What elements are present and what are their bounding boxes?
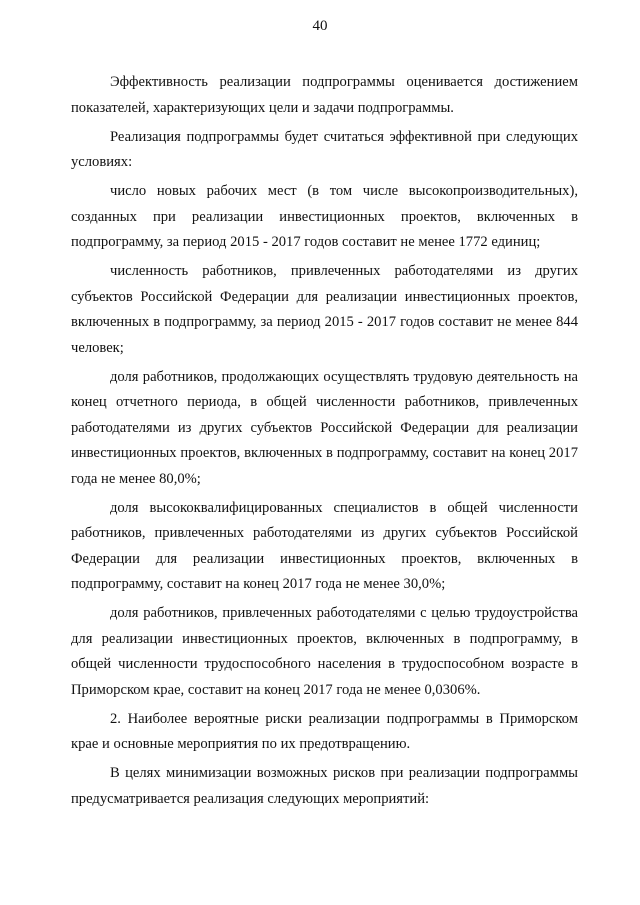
paragraph-workers-count: численность работников, привлеченных работодателями из других субъектов Российской Федерации для реализации инвестиционных проектов, включенных в подпрограмму, за период 2015 - 2017 годов составит не менее 844 человек; bbox=[71, 263, 578, 356]
document-body bbox=[71, 70, 578, 812]
paragraph-conditions-intro: Реализация подпрограммы будет считаться эффективной при следующих условиях: bbox=[71, 128, 578, 170]
paragraph-specialists-share: доля высококвалифицированных специалистов в общей численности работников, привлеченных работодателями из других субъектов Российской Федерации для реализации инвестиционных проектов, включенных в подпрограмму, составит на конец 2017 года не менее 30,0%; bbox=[71, 499, 578, 592]
paragraph-workers-share: доля работников, продолжающих осуществлять трудовую деятельность на конец отчетного периода, в общей численности работников, привлеченных работодателями из других субъектов Российской Федерации для реализации инвестиционных проектов, включенных в подпрограмму, составит на конец 2017 года не менее 80,0%; bbox=[71, 368, 578, 487]
paragraph-risks-heading: 2. Наиболее вероятные риски реализации подпрограммы в Приморском крае и основные мероприятия по их предотвращению. bbox=[71, 710, 578, 752]
paragraph-risk-measures: В целях минимизации возможных рисков при реализации подпрограммы предусматривается реализация следующих мероприятий: bbox=[71, 765, 578, 807]
paragraph-new-jobs: число новых рабочих мест (в том числе высокопроизводительных), созданных при реализации инвестиционных проектов, включенных в подпрограмму, за период 2015 - 2017 годов составит не менее 1772 единиц; bbox=[71, 183, 578, 250]
paragraph-efficiency-intro: Эффективность реализации подпрограммы оценивается достижением показателей, характеризующих цели и задачи подпрограммы. bbox=[71, 74, 578, 116]
paragraph-population-share: доля работников, привлеченных работодателями с целью трудоустройства для реализации инвестиционных проектов, включенных в подпрограмму, в общей численности трудоспособного населения в трудоспособном возрасте в Приморском крае, составит на конец 2017 года не менее 0,0306%. bbox=[71, 605, 578, 698]
page-number: 40 bbox=[312, 18, 328, 34]
